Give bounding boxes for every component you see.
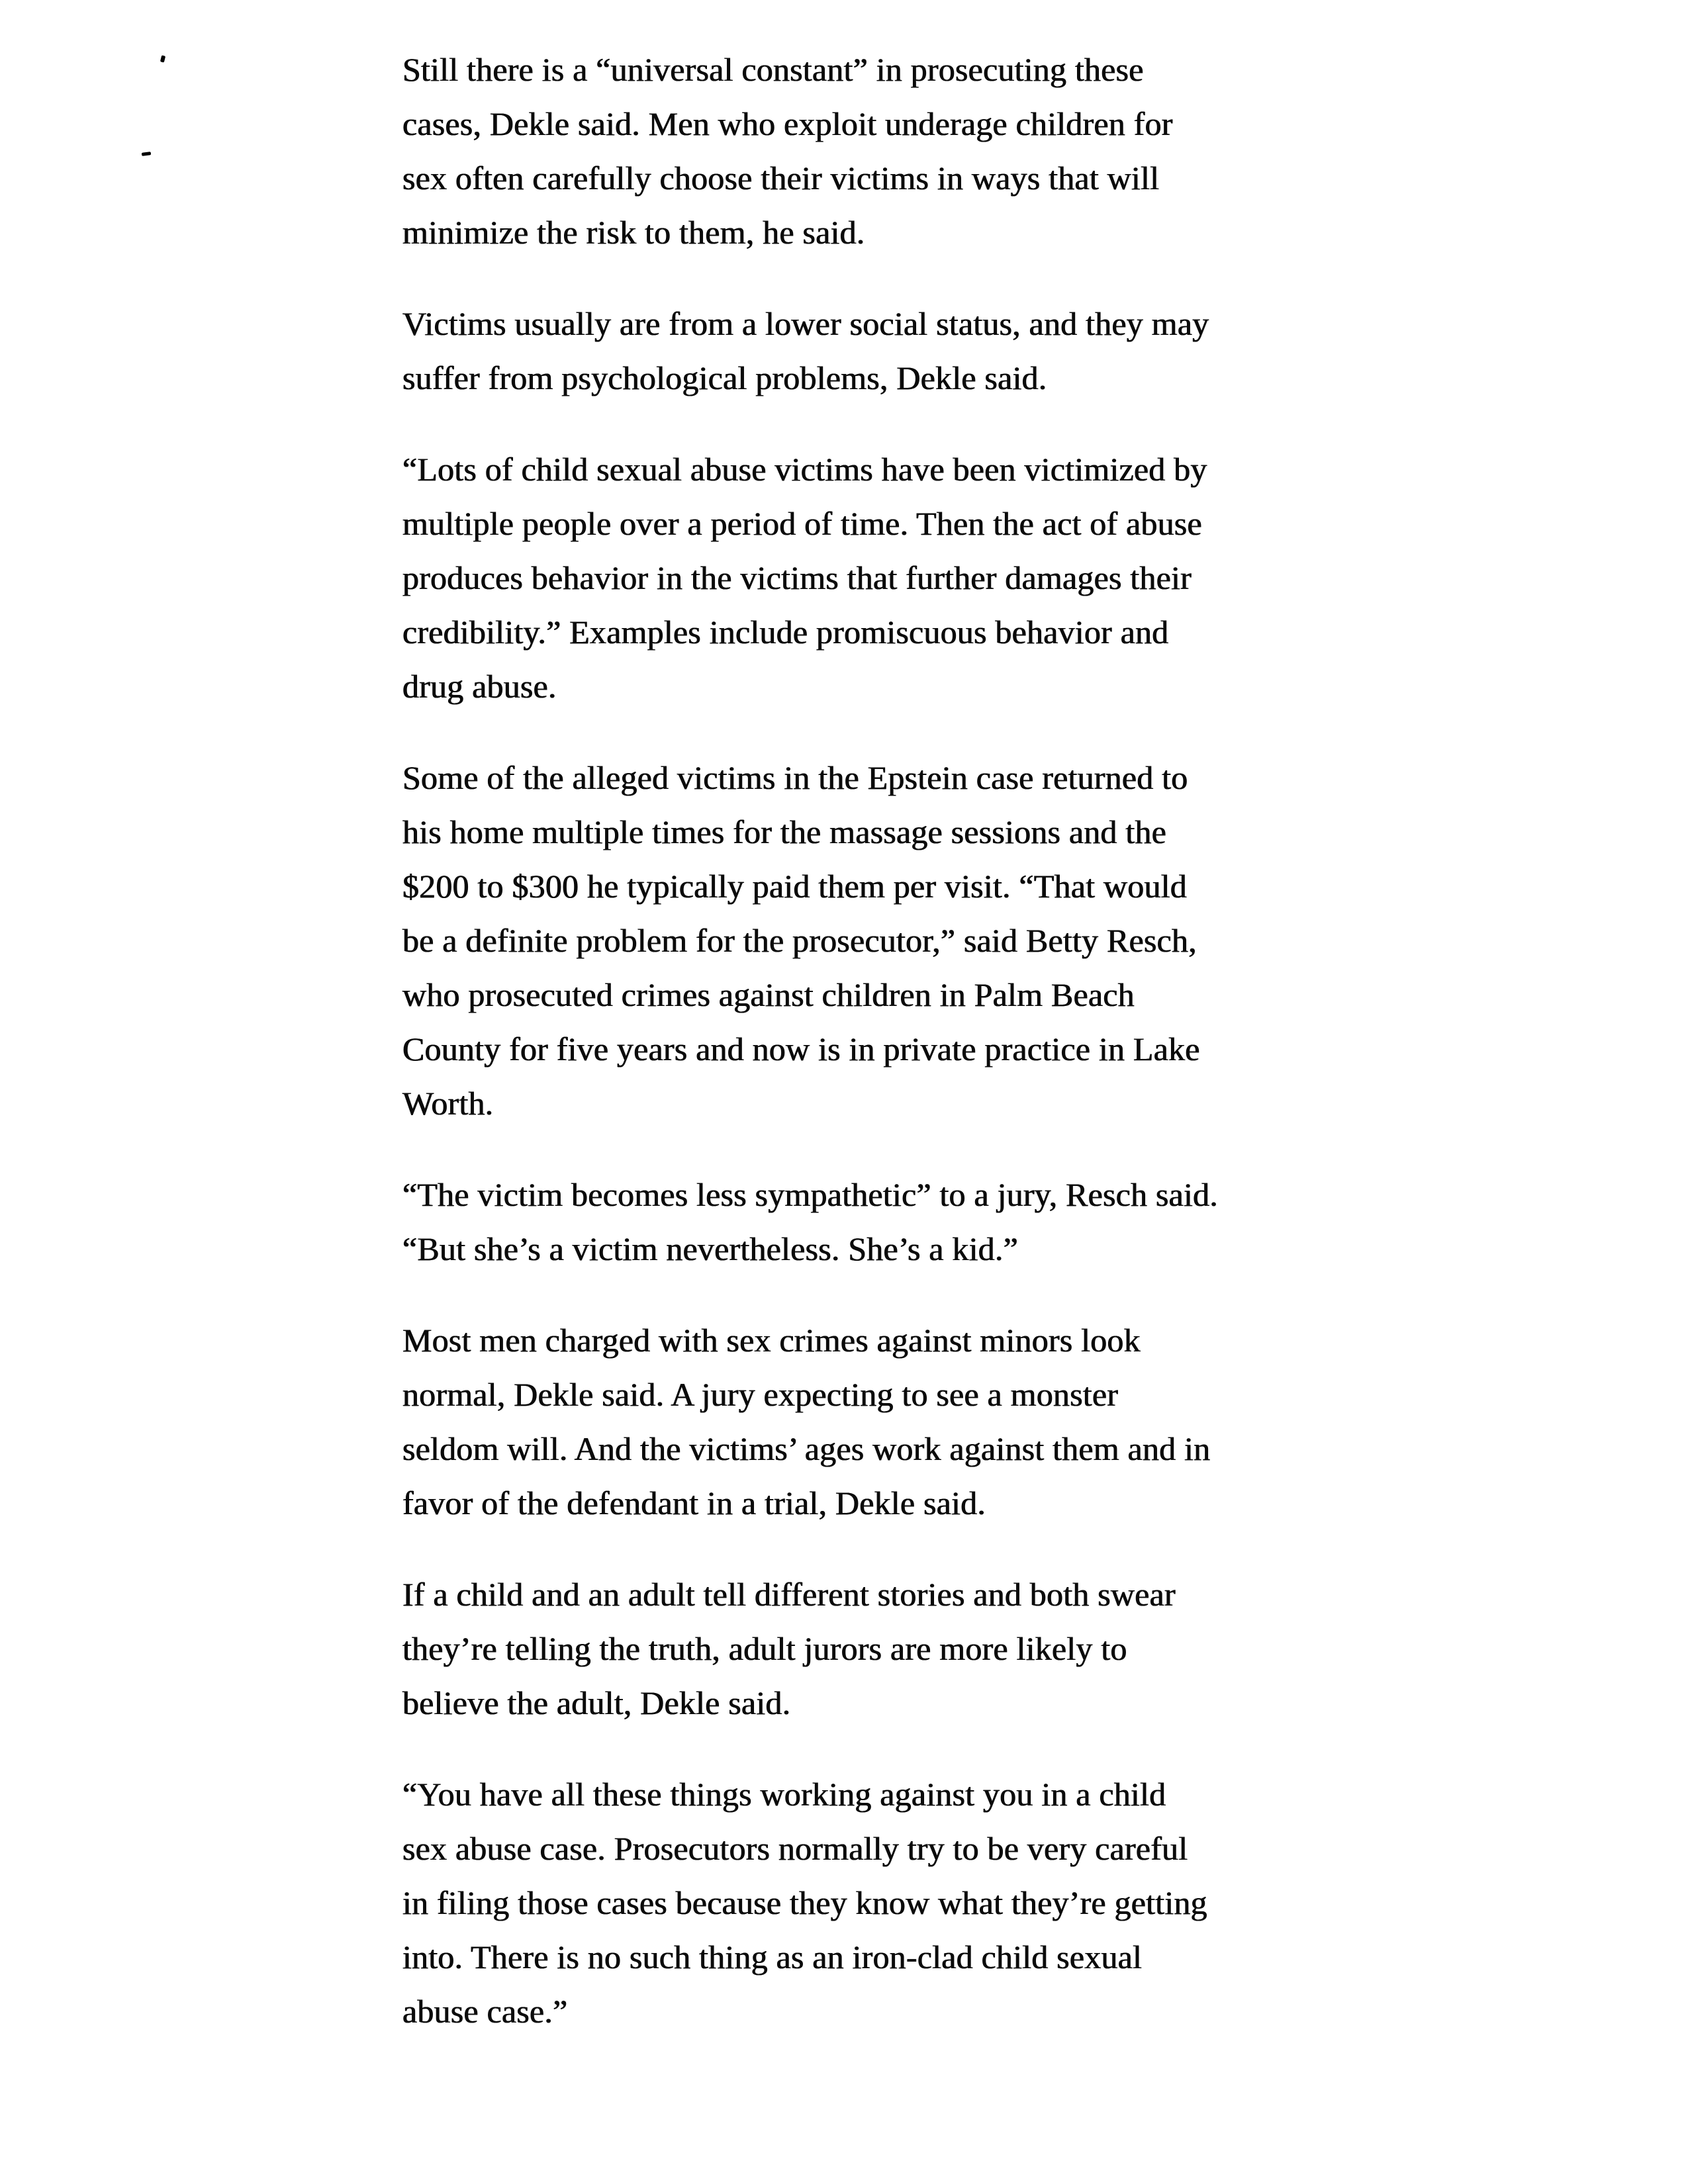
text-line: If a child and an adult tell different stories and both swear	[402, 1576, 1176, 1613]
paragraph-child-vs-adult	[402, 1567, 1276, 1730]
text-line: “The victim becomes less sympathetic” to a jury, Resch said.	[402, 1176, 1219, 1213]
text-line: “You have all these things working against you in a child	[402, 1776, 1166, 1813]
text-line: his home multiple times for the massage sessions and the	[402, 813, 1167, 850]
text-line: minimize the risk to them, he said.	[402, 214, 865, 251]
text-line: sex abuse case. Prosecutors normally try to be very careful	[402, 1830, 1188, 1867]
text-line: seldom will. And the victims’ ages work against them and in	[402, 1430, 1211, 1467]
text-line: normal, Dekle said. A jury expecting to see a monster	[402, 1376, 1119, 1413]
paragraph-epstein-case	[402, 751, 1276, 1130]
text-line: Most men charged with sex crimes against minors look	[402, 1322, 1141, 1359]
text-line: “Lots of child sexual abuse victims have been victimized by	[402, 451, 1207, 488]
text-line: Some of the alleged victims in the Epstein case returned to	[402, 759, 1188, 796]
text-line: believe the adult, Dekle said.	[402, 1684, 791, 1721]
text-line: County for five years and now is in private practice in Lake	[402, 1030, 1200, 1068]
text-line: in filing those cases because they know what they’re getting	[402, 1884, 1207, 1921]
paragraph-universal-constant	[402, 42, 1276, 259]
text-line: abuse case.”	[402, 1993, 568, 2030]
paragraph-victims-status	[402, 296, 1276, 405]
text-line: Victims usually are from a lower social status, and they may	[402, 305, 1209, 342]
article-text-column	[402, 42, 1276, 2038]
scan-dash-icon	[142, 152, 152, 156]
text-line: sex often carefully choose their victims in ways that will	[402, 159, 1160, 197]
text-line: into. There is no such thing as an iron-clad child sexual	[402, 1938, 1143, 1976]
text-line: credibility.” Examples include promiscuous behavior and	[402, 614, 1169, 651]
text-line: $200 to $300 he typically paid them per visit. “That would	[402, 868, 1187, 905]
scan-speck-icon	[160, 55, 165, 62]
text-line: be a definite problem for the prosecutor,” said Betty Resch,	[402, 922, 1197, 959]
text-line: cases, Dekle said. Men who exploit underage children for	[402, 105, 1173, 142]
text-line: they’re telling the truth, adult jurors are more likely to	[402, 1630, 1127, 1667]
paragraph-working-against-you-quote	[402, 1767, 1276, 2038]
paragraph-most-men-look-normal	[402, 1313, 1276, 1530]
text-line: favor of the defendant in a trial, Dekle said.	[402, 1484, 986, 1522]
text-line: drug abuse.	[402, 668, 557, 705]
text-line: who prosecuted crimes against children in Palm Beach	[402, 976, 1135, 1013]
text-line: suffer from psychological problems, Dekle said.	[402, 359, 1047, 396]
paragraph-lots-of-victims-quote	[402, 442, 1276, 713]
text-line: “But she’s a victim nevertheless. She’s a kid.”	[402, 1230, 1019, 1267]
text-line: produces behavior in the victims that further damages their	[402, 559, 1192, 596]
text-line: Worth.	[402, 1085, 494, 1122]
paragraph-less-sympathetic-quote	[402, 1167, 1276, 1276]
text-line: Still there is a “universal constant” in prosecuting these	[402, 51, 1144, 88]
text-line: multiple people over a period of time. Then the act of abuse	[402, 505, 1202, 542]
